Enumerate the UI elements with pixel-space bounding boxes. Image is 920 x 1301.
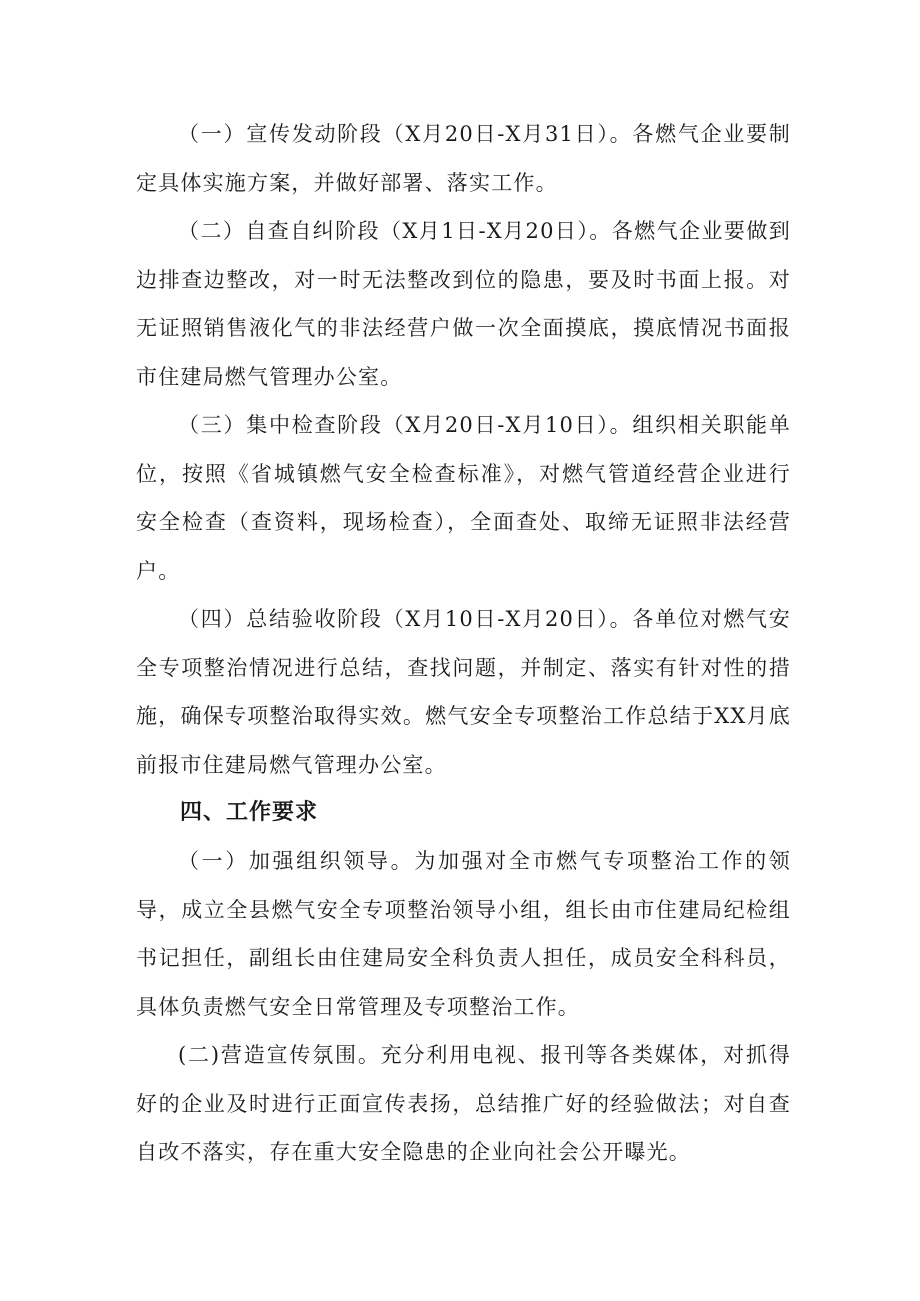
paragraph-stage-self-inspection: （二）自查自纠阶段（X月1日-X月20日）。各燃气企业要做到边排查边整改，对一时无法整改到位的隐患，要及时书面上报。对无证照销售液化气的非法经营户做一次全面摸底，摸底情况书面报市住建局燃气管理办公室。 [136, 219, 791, 389]
section-heading-work-requirements: 四、工作要求 [180, 800, 319, 825]
paragraph-strengthen-leadership: （一）加强组织领导。为加强对全市燃气专项整治工作的领导，成立全县燃气安全专项整治领导小组，组长由市住建局纪检组书记担任，副组长由住建局安全科负责人担任，成员安全科科员，具体负责燃气安全日常管理及专项整治工作。 [136, 849, 791, 1019]
document-body [136, 110, 791, 1177]
paragraph-stage-summary-acceptance: （四）总结验收阶段（X月10日-X月20日）。各单位对燃气安全专项整治情况进行总结，查找问题，并制定、落实有针对性的措施，确保专项整治取得实效。燃气安全专项整治工作总结于XX月底前报市住建局燃气管理办公室。 [136, 607, 791, 777]
paragraph-stage-publicity: （一）宣传发动阶段（X月20日-X月31日）。各燃气企业要制定具体实施方案，并做好部署、落实工作。 [136, 122, 791, 195]
paragraph-publicity-atmosphere: (二)营造宣传氛围。充分利用电视、报刊等各类媒体，对抓得好的企业及时进行正面宣传表扬，总结推广好的经验做法；对自查自改不落实，存在重大安全隐患的企业向社会公开曝光。 [136, 1043, 791, 1164]
paragraph-stage-centralized-inspection: （三）集中检查阶段（X月20日-X月10日）。组织相关职能单位，按照《省城镇燃气安全检查标准》，对燃气管道经营企业进行安全检查（查资料，现场检查），全面查处、取缔无证照非法经营户。 [136, 413, 791, 583]
